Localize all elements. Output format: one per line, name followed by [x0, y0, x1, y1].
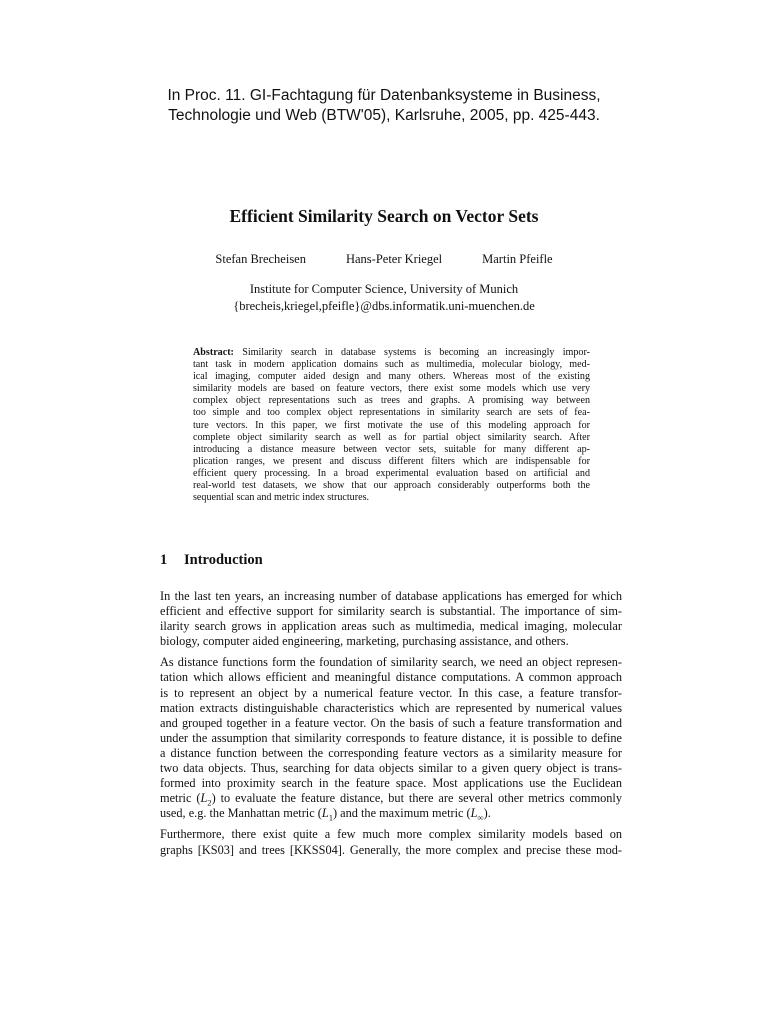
math-symbol: L: [200, 791, 208, 806]
body-line: In the last ten years, an increasing number of database applications has emerged for which: [160, 589, 622, 603]
paragraph-3: [160, 827, 622, 857]
abstract-line: similarity models are based on feature vectors, there exist some models which use very: [193, 383, 590, 395]
abstract-line: plication ranges, we present and discuss different filters which are indispensable for: [193, 455, 590, 467]
author-2: Hans-Peter Kriegel: [345, 252, 443, 266]
abstract-line: complete object similarity search as well as for partial object similarity search. After: [193, 431, 590, 443]
body-line: efficient and effective support for similarity search is substantial. The importance of sim-: [160, 604, 622, 619]
body-line: graphs [KS03] and trees [KKSS04]. Generally, the more complex and precise these mod-: [160, 842, 622, 857]
body-line: under the assumption that similarity corresponds to feature distance, it is possible to define: [160, 730, 622, 745]
math-symbol: L: [321, 806, 329, 821]
abstract-line: sequential scan and metric index structures.: [193, 492, 370, 504]
body-line: and grouped together in a feature vector. On the basis of such a feature transformation and: [160, 715, 622, 730]
section-number: 1: [160, 552, 168, 568]
author-list: [0, 251, 768, 267]
body-line: formed into proximity search in the feature space. Most applications use the Euclidean: [160, 776, 622, 791]
affiliation-block: [0, 281, 768, 315]
body-line: is to represent an object by a numerical feature vector. In this case, a feature transfor-: [160, 685, 622, 700]
proceedings-header: [0, 86, 768, 126]
author-3: Martin Pfeifle: [482, 252, 553, 266]
abstract-line: too simple and too complex object representations in similarity search are sets of fea-: [193, 407, 590, 419]
section-heading: [160, 551, 263, 569]
section-title: Introduction: [184, 552, 263, 568]
body-line: mation extracts distinguishable characteristics which are represented by numerical values: [160, 700, 622, 715]
proceedings-line-1: In Proc. 11. GI-Fachtagung für Datenbanksysteme in Business,: [167, 87, 601, 104]
abstract: [193, 347, 590, 504]
body-line: Furthermore, there exist quite a few much more complex similarity models based on: [160, 827, 622, 842]
affiliation: Institute for Computer Science, University of Munich: [249, 282, 519, 296]
body-line: two data objects. Thus, searching for data objects similar to a given query object is trans-: [160, 761, 622, 776]
proceedings-line-2: Technologie und Web (BTW'05), Karlsruhe, 2005, pp. 425-443.: [168, 107, 600, 124]
abstract-line: ture vectors. In this paper, we first motivate the use of this modeling approach for: [193, 419, 590, 431]
body-line: a distance function between the corresponding feature vectors as a similarity measure for: [160, 745, 622, 760]
section-body: [160, 589, 622, 864]
body-line-math: metric $(L_2)$ to evaluate the feature distance, but there are several other metrics commonly: [160, 791, 622, 808]
body-line: As distance functions form the foundation of similarity search, we need an object represen-: [160, 655, 622, 670]
body-line: tation which allows efficient and meaningful distance computations. A common approach: [160, 670, 622, 685]
paper-title: Efficient Similarity Search on Vector Sets: [229, 206, 539, 226]
paragraph-2: [160, 655, 622, 821]
math-subscript: ∞: [477, 812, 484, 823]
math-subscript: 2: [207, 797, 212, 808]
math-subscript: 1: [328, 812, 334, 823]
abstract-line: introducing a distance measure between vector sets, suitable for many different ap-: [193, 443, 590, 455]
abstract-line: tant task in modern application domains such as multimedia, molecular biology, med-: [193, 359, 590, 371]
body-line: ilarity search grows in application areas such as multimedia, medical imaging, molecular: [160, 619, 622, 634]
abstract-line: complex object representations such as trees and graphs. A promising way between: [193, 395, 590, 407]
paragraph-1: [160, 589, 622, 649]
abstract-line: ical imaging, computer aided design and many others. Whereas most of the existing: [193, 371, 590, 383]
abstract-label: Abstract:: [193, 347, 234, 358]
math-symbol: L: [470, 806, 478, 821]
body-line: biology, computer aided engineering, marketing, purchasing assistance, and others.: [160, 634, 569, 649]
abstract-line: real-world test datasets, we show that our approach considerably outperforms both the: [193, 480, 590, 492]
abstract-line: Abstract: Similarity search in database systems is becoming an increasingly impor-: [193, 347, 591, 358]
author-1: Stefan Brecheisen: [215, 252, 306, 266]
abstract-line: efficient query processing. In a broad experimental evaluation based on artificial and: [193, 467, 590, 479]
body-line-math: used, e.g. the Manhattan metric $(L_1)$ and the maximum metric $(L_\infty)$.: [160, 806, 491, 823]
author-email: {brecheis,kriegel,pfeifle}@dbs.informatik.uni-muenchen.de: [233, 299, 535, 313]
